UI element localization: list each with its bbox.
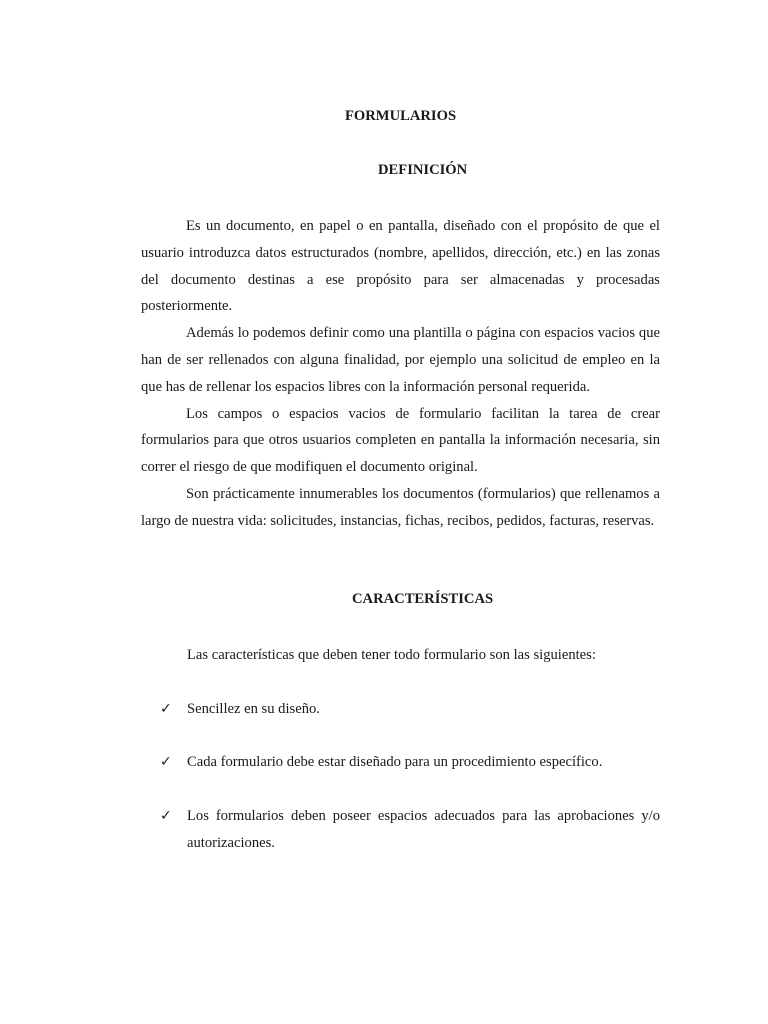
- paragraph: Además lo podemos definir como una plantilla o página con espacios vacios que han de ser rellenados con alguna finalidad, por ejemplo una solicitud de empleo en la que has de rellenar los espacios libres con la información personal requerida.: [141, 325, 660, 395]
- check-mark-icon: ✓: [160, 701, 172, 717]
- list-item: [160, 803, 660, 857]
- list-item-text: Los formularios deben poseer espacios adecuados para las aprobaciones y/o autorizaciones.: [187, 808, 660, 851]
- paragraph: Los campos o espacios vacios de formulario facilitan la tarea de crear formularios para que otros usuarios completen en pantalla la información necesaria, sin correr el riesgo de que modifiquen el documento original.: [141, 405, 660, 476]
- check-mark-icon: ✓: [160, 754, 172, 770]
- section-heading-caracteristicas: CARACTERÍSTICAS: [352, 591, 494, 607]
- list-item-text: Cada formulario debe estar diseñado para un procedimiento específico.: [187, 754, 603, 770]
- list-item-text: Sencillez en su diseño.: [187, 701, 320, 717]
- characteristics-intro: Las características que deben tener todo formulario son las siguientes:: [187, 647, 596, 663]
- paragraph: Son prácticamente innumerables los documentos (formularios) que rellenamos a largo de nuestra vida: solicitudes, instancias, fichas, recibos, pedidos, facturas, reservas.: [141, 485, 660, 529]
- list-item: [160, 749, 660, 776]
- list-item: [160, 696, 660, 723]
- check-mark-icon: ✓: [160, 808, 172, 824]
- section-heading-definicion: DEFINICIÓN: [378, 162, 468, 178]
- document-title: FORMULARIOS: [345, 108, 457, 124]
- paragraph: Es un documento, en papel o en pantalla, diseñado con el propósito de que el usuario introduzca datos estructurados (nombre, apellidos, dirección, etc.) en las zonas del documento destinas a ese propósito para ser almacenadas y procesadas posteriormente.: [141, 218, 660, 315]
- definition-body: [141, 213, 660, 535]
